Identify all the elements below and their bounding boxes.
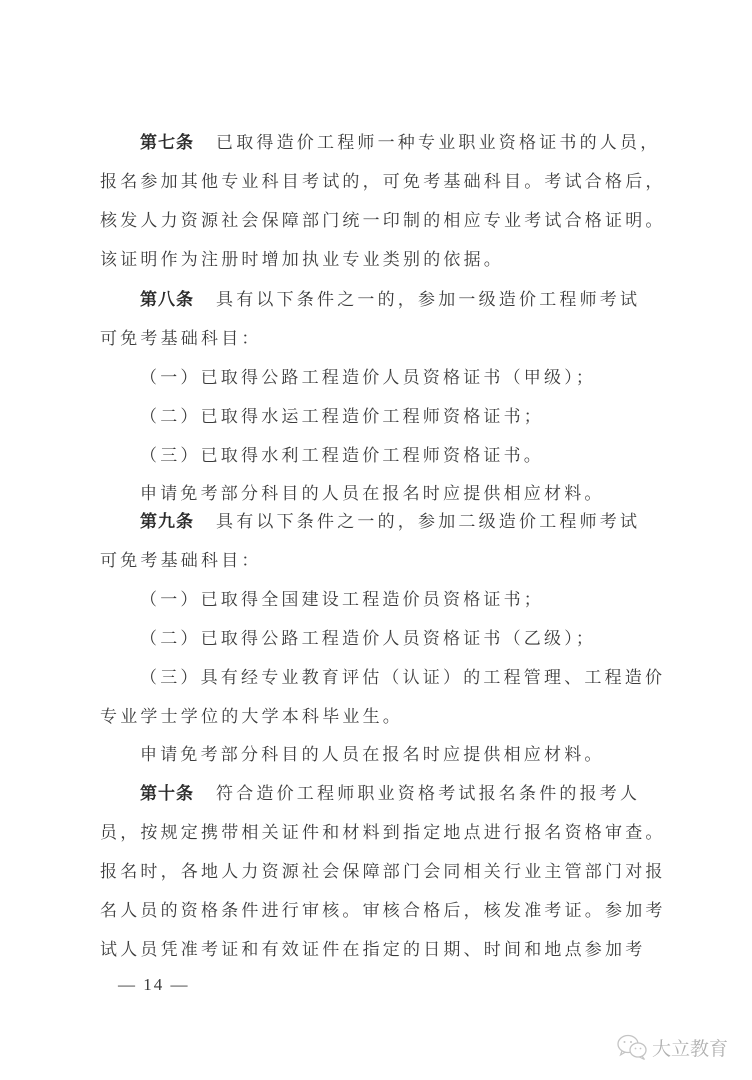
article-8-note: 申请免考部分科目的人员在报名时应提供相应材料。	[140, 484, 605, 504]
article-text: 具有以下条件之一的，参加一级造价工程师考试	[216, 290, 641, 310]
article-7-line-4: 该证明作为注册时增加执业专业类别的依据。	[100, 250, 504, 270]
article-8-line-2: 可免考基础科目：	[100, 329, 262, 349]
article-9-line-1	[140, 503, 720, 542]
article-text: 已取得造价工程师一种专业职业资格证书的人员，	[216, 133, 661, 153]
article-8-item-2: （二）已取得水运工程造价工程师资格证书；	[140, 407, 544, 427]
watermark	[616, 1032, 728, 1062]
page-number: — 14 —	[118, 975, 190, 994]
article-9-item-3: （三）具有经专业教育评估（认证）的工程管理、工程造价	[140, 668, 666, 688]
watermark-text: 大立教育	[652, 1037, 729, 1060]
article-heading: 第九条	[140, 512, 194, 532]
article-7-line-3: 核发人力资源社会保障部门统一印制的相应专业考试合格证明。	[100, 211, 666, 231]
article-8-item-1: （一）已取得公路工程造价人员资格证书（甲级）；	[140, 368, 597, 388]
article-9-item-3-cont: 专业学士学位的大学本科毕业生。	[100, 707, 403, 727]
article-9-line-2: 可免考基础科目：	[100, 551, 262, 571]
article-10-line-1	[140, 775, 720, 814]
article-heading: 第十条	[140, 784, 194, 804]
article-10-line-4: 名人员的资格条件进行审核。审核合格后，核发准考证。参加考	[100, 901, 666, 921]
article-text: 符合造价工程师职业资格考试报名条件的报考人	[216, 784, 641, 804]
article-10-line-3: 报名时，各地人力资源社会保障部门会同相关行业主管部门对报	[100, 862, 666, 882]
article-9-item-1: （一）已取得全国建设工程造价员资格证书；	[140, 590, 544, 610]
article-9-note: 申请免考部分科目的人员在报名时应提供相应材料。	[140, 745, 605, 765]
wechat-icon	[616, 1033, 650, 1061]
article-10-line-2: 员，按规定携带相关证件和材料到指定地点进行报名资格审查。	[100, 823, 666, 843]
article-10-line-5: 试人员凭准考证和有效证件在指定的日期、时间和地点参加考	[100, 940, 646, 960]
article-7-line-2: 报名参加其他专业科目考试的，可免考基础科目。考试合格后，	[100, 172, 666, 192]
article-8-line-1	[140, 281, 720, 320]
article-heading: 第七条	[140, 133, 194, 153]
article-text: 具有以下条件之一的，参加二级造价工程师考试	[216, 512, 641, 532]
article-7-line-1	[140, 124, 720, 163]
article-heading: 第八条	[140, 290, 194, 310]
article-9-item-2: （二）已取得公路工程造价人员资格证书（乙级）；	[140, 629, 597, 649]
article-8-item-3: （三）已取得水利工程造价工程师资格证书。	[140, 446, 544, 466]
